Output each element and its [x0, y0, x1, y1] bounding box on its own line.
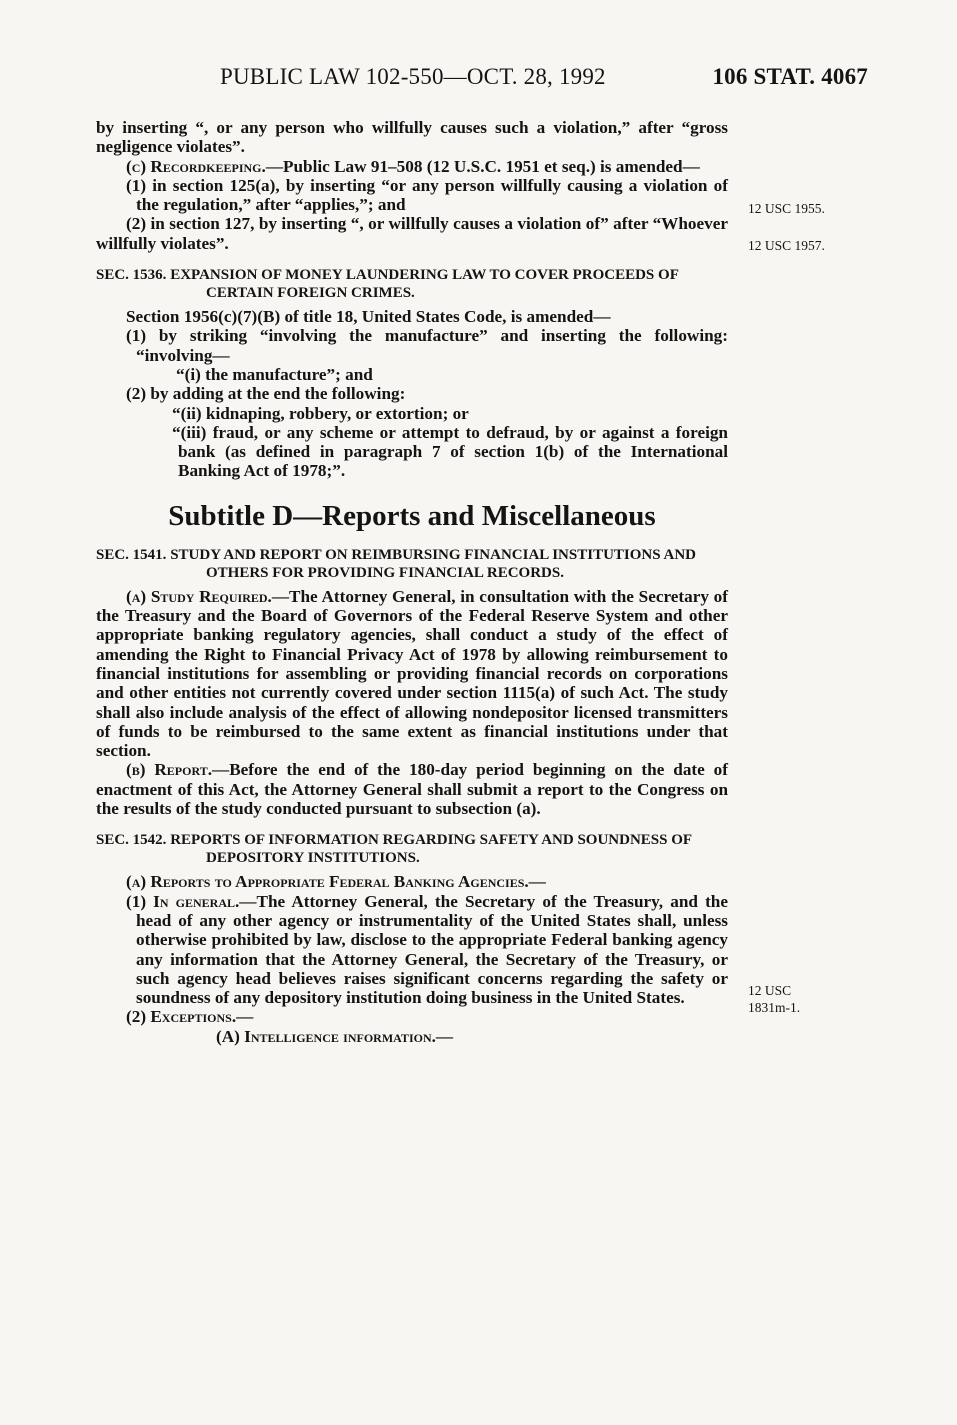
- paragraph-intelligence-information: (A) Intelligence information.—: [216, 1026, 454, 1046]
- paragraph-section-1956: Section 1956(c)(7)(B) of title 18, United States Code, is amended—: [126, 307, 611, 327]
- paragraph-exceptions: (2) Exceptions.—: [126, 1007, 254, 1027]
- paragraph-heading: (1) In general.: [126, 891, 240, 911]
- paragraph-in-general: [96, 892, 728, 1008]
- section-number: SEC. 1541.: [96, 546, 167, 563]
- section-heading-1542: [96, 831, 728, 867]
- margin-note-12-usc-1957: 12 USC 1957.: [748, 238, 825, 253]
- subsection-text: —Before the end of the 180-day period beginning on the date of enactment of this Act, the Attorney General shall submit a report to the Congress on the results of the study conducted pursuant to subsection (a).: [96, 760, 728, 819]
- paragraph-kidnaping: “(ii) kidnaping, robbery, or extortion; or: [172, 403, 469, 423]
- paragraph-add-item: (2) by adding at the end the following:: [126, 384, 406, 404]
- subsection-heading: (c) Recordkeeping.: [126, 156, 266, 176]
- subsection-heading: (a) Study Required.: [126, 586, 272, 606]
- section-heading-1536: [96, 266, 728, 302]
- section-number: SEC. 1536.: [96, 267, 167, 284]
- subsection-text: —Public Law 91–508 (12 U.S.C. 1951 et seq.) is amended—: [265, 156, 700, 176]
- paragraph-text: —The Attorney General, the Secretary of the Treasury, and the head of any other agency or instrumentality of the United States shall, unless otherwise prohibited by law, disclose to the appropriate Federal banking agency any information that the Attorney General, the Secretary of the Treasury, or such agency head believes raises significant concerns regarding the safety or soundness of any depository institution doing business in the United States.: [136, 891, 728, 1008]
- margin-note-line: 1831m-1.: [748, 1000, 801, 1015]
- paragraph-strike-item: (1) by striking “involving the manufacture” and inserting the following: “involving—: [126, 326, 728, 365]
- header-stat-page: 106 STAT. 4067: [712, 64, 868, 89]
- subsection-heading: (b) Report.: [126, 760, 212, 780]
- paragraph-manufacture: “(i) the manufacture”; and: [176, 364, 373, 384]
- margin-note-line: 12 USC: [748, 983, 792, 998]
- header-law-date: PUBLIC LAW 102-550—OCT. 28, 1992: [220, 64, 606, 89]
- margin-note-12-usc-1955: 12 USC 1955.: [748, 201, 825, 216]
- paragraph-recordkeeping: [96, 157, 728, 176]
- section-title: EXPANSION OF MONEY LAUNDERING LAW TO COVER PROCEEDS OF CERTAIN FOREIGN CRIMES.: [170, 267, 679, 302]
- section-heading-1541: [96, 546, 728, 582]
- section-title: REPORTS OF INFORMATION REGARDING SAFETY AND SOUNDNESS OF DEPOSITORY INSTITUTIONS.: [170, 832, 692, 867]
- paragraph-item-1: (1) in section 125(a), by inserting “or any person willfully causing a violation of the regulation,” after “applies,”; and: [126, 175, 728, 215]
- running-header: [220, 64, 868, 96]
- paragraph-item-2: (2) in section 127, by inserting “, or willfully causes a violation of” after “Whoever willfully violates”.: [96, 214, 728, 253]
- paragraph-amendment-continuation: by inserting “, or any person who willfully causes such a violation,” after “gross negligence violates”.: [96, 118, 728, 157]
- margin-note-12-usc-1831m-1: [748, 982, 800, 1016]
- paragraph-study-required: [96, 587, 728, 761]
- section-title: STUDY AND REPORT ON REIMBURSING FINANCIAL INSTITUTIONS AND OTHERS FOR PROVIDING FINANCIAL RECORDS.: [170, 546, 697, 581]
- subtitle-heading: Subtitle D—Reports and Miscellaneous: [168, 499, 656, 532]
- paragraph-fraud: “(iii) fraud, or any scheme or attempt to defraud, by or against a foreign bank (as defined in paragraph 7 of section 1(b) of the International Banking Act of 1978;”.: [172, 422, 728, 481]
- paragraph-report: [96, 760, 728, 818]
- paragraph-reports-to-agencies: (a) Reports to Appropriate Federal Banking Agencies.—: [126, 872, 546, 892]
- section-number: SEC. 1542.: [96, 832, 167, 849]
- subsection-text: —The Attorney General, in consultation with the Secretary of the Treasury and the Board of Governors of the Federal Reserve System and other appropriate banking regulatory agencies, shall conduct a study of the effect of amending the Right to Financial Privacy Act of 1978 by allowing reimbursement to financial institutions for assembling or providing financial records on corporations and other entities not currently covered under section 1115(a) of such Act. The study shall also include analysis of the effect of allowing nondepositor licensed transmitters of funds to be reimbursed to the same extent as financial institutions under that section.: [96, 586, 728, 761]
- body-text: [96, 118, 728, 1046]
